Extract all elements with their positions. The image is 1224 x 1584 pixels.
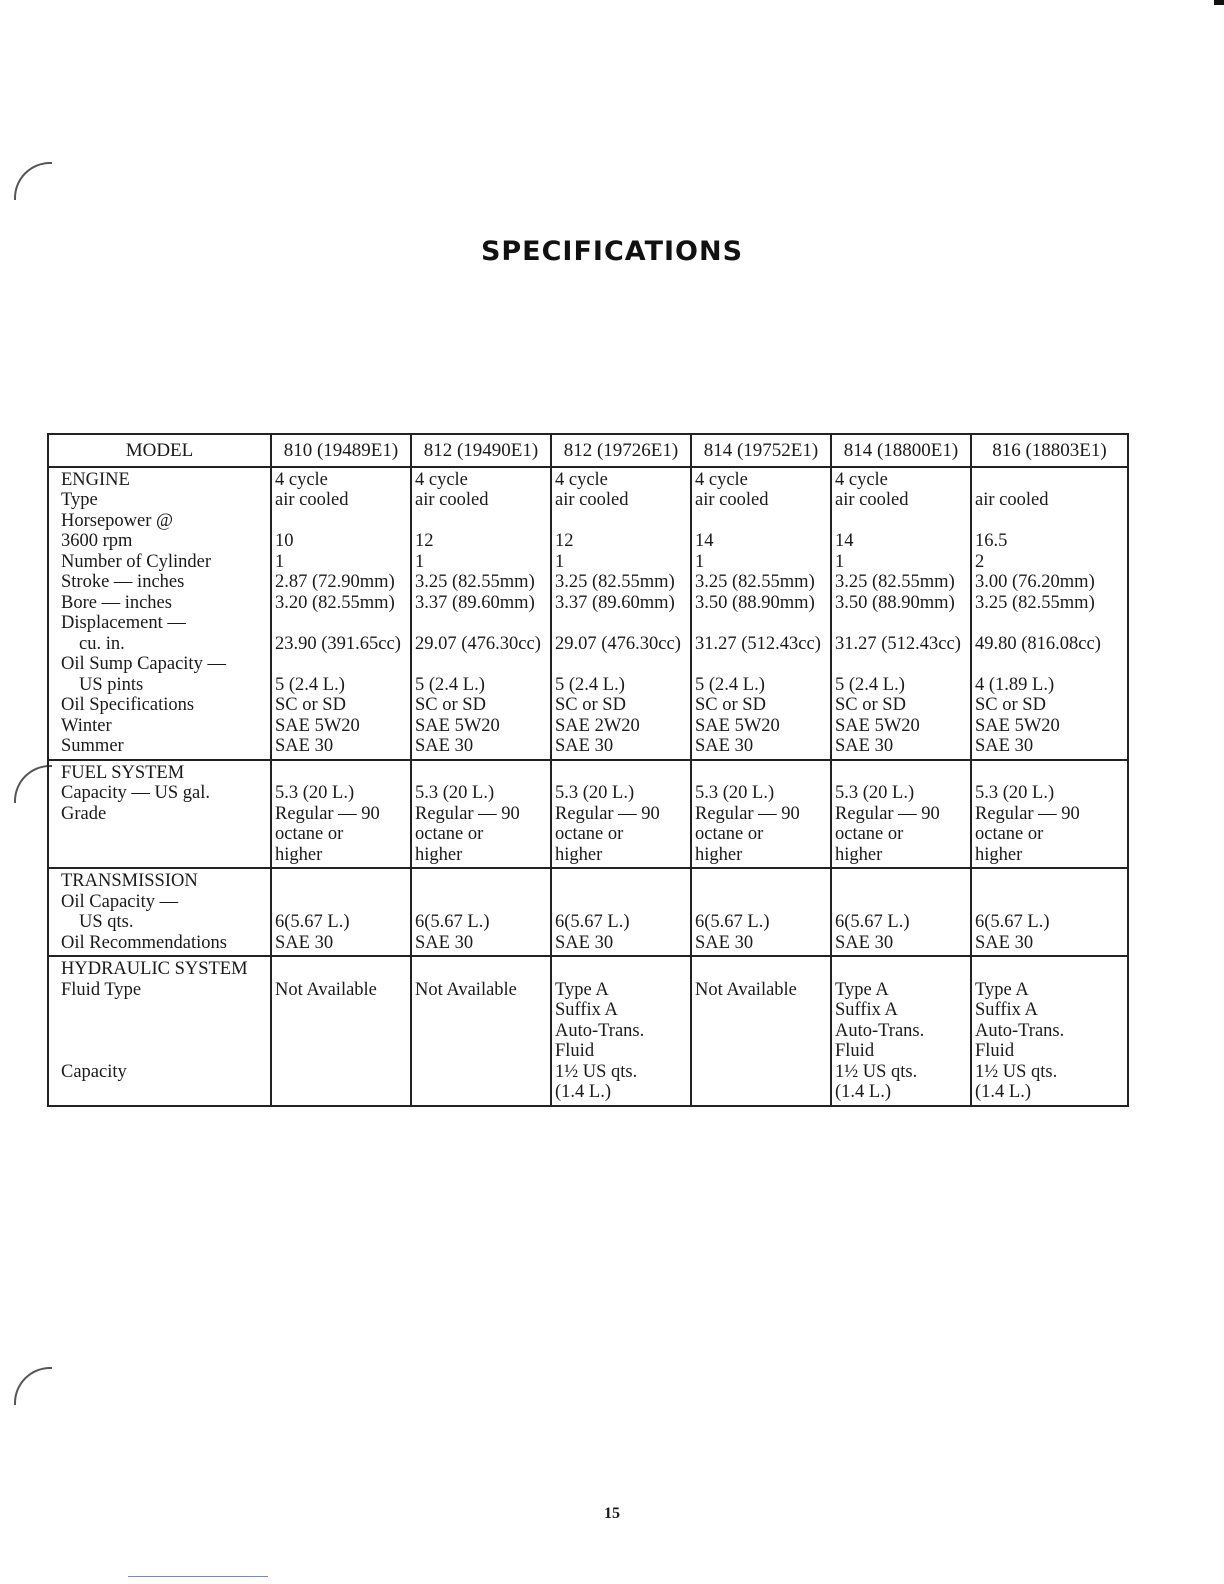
- spec-value: 3.25 (82.55mm): [975, 592, 1095, 613]
- spec-value: [695, 654, 827, 675]
- spec-value: 3.20 (82.55mm): [275, 592, 395, 613]
- model-value-cell: [411, 868, 551, 956]
- spec-value: [695, 1000, 827, 1021]
- spec-value: 5 (2.4 L.): [835, 674, 905, 695]
- model-value-cell: [271, 760, 411, 869]
- spec-value: [835, 613, 967, 634]
- section-heading: ENGINE: [61, 469, 130, 490]
- spec-value: [695, 892, 827, 913]
- model-column-header: 810 (19489E1): [271, 434, 411, 467]
- spec-value: 1½ US qts.: [835, 1061, 918, 1082]
- spec-value: [975, 470, 1124, 491]
- spec-value: Fluid: [975, 1041, 1015, 1061]
- spec-label: [61, 1021, 267, 1042]
- spec-value: [275, 892, 407, 913]
- section-heading: FUEL SYSTEM: [61, 762, 185, 783]
- spec-label: Oil Specifications: [61, 695, 195, 715]
- spec-value: 5.3 (20 L.): [975, 783, 1055, 803]
- spec-value: 6(5.67 L.): [275, 912, 350, 932]
- spec-value: 16.5: [975, 531, 1008, 551]
- spec-value: higher: [275, 844, 323, 865]
- spec-value: (1.4 L.): [555, 1082, 611, 1102]
- spec-value: 4 cycle: [555, 469, 608, 490]
- spec-value: 3.00 (76.20mm): [975, 572, 1095, 592]
- model-value-cell: [831, 760, 971, 869]
- spec-value: [695, 1082, 827, 1103]
- model-column-header: 814 (18800E1): [831, 434, 971, 467]
- spec-value: [415, 1021, 547, 1042]
- spec-value: [555, 871, 687, 892]
- model-value-cell: [271, 868, 411, 956]
- spec-value: [555, 959, 687, 980]
- spec-value: octane or: [695, 824, 764, 844]
- spec-value: SAE 30: [415, 736, 474, 756]
- spec-value: [275, 871, 407, 892]
- spec-value: [975, 959, 1124, 980]
- spec-value: [415, 511, 547, 532]
- spec-value: [275, 1021, 407, 1042]
- spec-value: SAE 2W20: [555, 715, 640, 736]
- page-number: 15: [604, 1505, 620, 1522]
- spec-value: Auto-Trans.: [975, 1020, 1065, 1041]
- spec-label: Oil Recommendations: [61, 932, 227, 953]
- spec-value: octane or: [975, 824, 1044, 844]
- spec-label: Capacity: [61, 1061, 127, 1082]
- model-value-cell: [271, 467, 411, 760]
- fuel-system-section-row: [48, 760, 1128, 869]
- transmission-labels-cell: [48, 868, 271, 956]
- spec-label: Grade: [61, 803, 107, 824]
- spec-value: 6(5.67 L.): [695, 912, 770, 932]
- spec-value: [975, 892, 1124, 913]
- spec-value: 6(5.67 L.): [415, 912, 490, 932]
- section-heading: HYDRAULIC SYSTEM: [61, 959, 248, 979]
- spec-label: [61, 1000, 267, 1021]
- spec-value: octane or: [275, 824, 344, 844]
- spec-value: higher: [415, 844, 463, 865]
- spec-value: 3.37 (89.60mm): [415, 592, 535, 613]
- spec-value: 5 (2.4 L.): [275, 674, 345, 695]
- spec-value: [695, 1041, 827, 1062]
- model-value-cell: [831, 467, 971, 760]
- spec-value: octane or: [835, 824, 904, 844]
- spec-value: Auto-Trans.: [835, 1020, 925, 1041]
- spec-value: [275, 1041, 407, 1062]
- spec-value: [415, 892, 547, 913]
- spec-label: Summer: [61, 736, 124, 756]
- hydraulic-system-section-row: [48, 956, 1128, 1106]
- spec-value: [415, 1041, 547, 1062]
- model-value-cell: [411, 467, 551, 760]
- spec-value: 4 cycle: [695, 469, 748, 490]
- spec-value: 14: [835, 531, 854, 551]
- spec-value: SC or SD: [415, 695, 486, 715]
- spec-value: higher: [555, 844, 603, 865]
- model-value-cell: [411, 956, 551, 1106]
- spec-label: 3600 rpm: [61, 531, 133, 551]
- spec-label: cu. in.: [79, 633, 125, 654]
- spec-value: SAE 30: [695, 736, 754, 756]
- spec-value: SC or SD: [835, 695, 906, 715]
- spec-value: [835, 763, 967, 784]
- spec-value: 31.27 (512.43cc): [695, 633, 821, 654]
- spec-value: 31.27 (512.43cc): [835, 633, 961, 654]
- spec-value: SAE 30: [835, 932, 894, 953]
- spec-value: SC or SD: [975, 695, 1046, 715]
- spec-value: SAE 30: [695, 932, 754, 953]
- spec-label: Type: [61, 490, 98, 510]
- model-column-header: 814 (19752E1): [691, 434, 831, 467]
- spec-value: Regular — 90: [695, 803, 800, 824]
- spec-value: [975, 871, 1124, 892]
- model-value-cell: [971, 868, 1128, 956]
- spec-label: Capacity — US gal.: [61, 783, 211, 803]
- spec-value: Suffix A: [555, 1000, 618, 1020]
- model-column-header: 816 (18803E1): [971, 434, 1128, 467]
- spec-value: 29.07 (476.30cc): [555, 633, 681, 654]
- spec-label: Horsepower @: [61, 510, 174, 531]
- model-value-cell: [691, 956, 831, 1106]
- spec-value: Regular — 90: [835, 803, 940, 824]
- model-value-cell: [971, 467, 1128, 760]
- spec-value: 1: [275, 551, 285, 572]
- spec-value: SAE 5W20: [695, 715, 780, 736]
- model-value-cell: [271, 956, 411, 1106]
- spec-value: Not Available: [275, 979, 377, 1000]
- spec-value: [415, 1082, 547, 1103]
- spec-label: Number of Cylinder: [61, 551, 212, 572]
- spec-value: 1: [555, 551, 565, 572]
- model-value-cell: [691, 467, 831, 760]
- spec-value: Suffix A: [835, 1000, 898, 1020]
- spec-value: Auto-Trans.: [555, 1020, 645, 1041]
- spec-value: 3.50 (88.90mm): [835, 592, 955, 613]
- spec-value: [975, 613, 1124, 634]
- spec-value: [975, 763, 1124, 784]
- spec-value: [695, 871, 827, 892]
- spec-value: [695, 763, 827, 784]
- model-value-cell: [831, 956, 971, 1106]
- model-value-cell: [551, 956, 691, 1106]
- spec-value: air cooled: [415, 490, 489, 510]
- spec-value: 3.25 (82.55mm): [555, 572, 675, 592]
- spec-value: SAE 30: [275, 932, 334, 953]
- scan-bottom-line: [128, 1576, 268, 1577]
- scan-edge-mark: [1214, 0, 1224, 5]
- spec-value: 5.3 (20 L.): [555, 783, 635, 803]
- spec-label: [61, 1082, 267, 1103]
- spec-value: [555, 613, 687, 634]
- spec-value: (1.4 L.): [975, 1082, 1031, 1102]
- spec-value: air cooled: [555, 490, 629, 510]
- spec-label: US qts.: [79, 912, 134, 932]
- punch-hole-mark: [14, 162, 52, 200]
- spec-value: 1: [835, 551, 845, 572]
- hydraulic-system-labels-cell: [48, 956, 271, 1106]
- model-column-header: 812 (19490E1): [411, 434, 551, 467]
- spec-label: [61, 845, 267, 866]
- spec-value: Suffix A: [975, 1000, 1038, 1020]
- spec-value: 1½ US qts.: [975, 1061, 1058, 1082]
- spec-value: SAE 30: [555, 736, 614, 756]
- spec-value: [835, 959, 967, 980]
- spec-value: 6(5.67 L.): [975, 912, 1050, 932]
- spec-value: Regular — 90: [555, 803, 660, 824]
- spec-label: Bore — inches: [61, 592, 172, 613]
- engine-section-row: [48, 467, 1128, 760]
- spec-value: SC or SD: [695, 695, 766, 715]
- spec-value: higher: [695, 844, 743, 865]
- spec-value: [975, 511, 1124, 532]
- spec-value: 10: [275, 531, 294, 551]
- spec-value: [415, 1000, 547, 1021]
- spec-label: Fluid Type: [61, 979, 142, 1000]
- spec-value: Regular — 90: [415, 803, 520, 824]
- spec-value: 14: [695, 531, 714, 551]
- spec-value: 12: [415, 531, 434, 551]
- spec-label: Winter: [61, 715, 112, 736]
- spec-value: higher: [835, 844, 883, 865]
- spec-value: (1.4 L.): [835, 1082, 891, 1102]
- model-column-header: 812 (19726E1): [551, 434, 691, 467]
- model-value-cell: [831, 868, 971, 956]
- spec-value: [275, 1000, 407, 1021]
- spec-value: SAE 30: [555, 932, 614, 953]
- model-value-cell: [551, 467, 691, 760]
- spec-value: Type A: [555, 979, 609, 1000]
- model-value-cell: [691, 868, 831, 956]
- spec-value: SAE 5W20: [975, 715, 1060, 736]
- spec-label: [61, 1041, 267, 1062]
- spec-value: 3.50 (88.90mm): [695, 592, 815, 613]
- spec-value: [275, 763, 407, 784]
- spec-value: Fluid: [835, 1041, 875, 1061]
- spec-value: [275, 1062, 407, 1083]
- spec-value: [555, 654, 687, 675]
- spec-value: [415, 654, 547, 675]
- spec-value: 5 (2.4 L.): [555, 674, 625, 695]
- spec-value: 1: [695, 551, 705, 572]
- spec-value: [275, 959, 407, 980]
- spec-value: 2.87 (72.90mm): [275, 572, 395, 592]
- spec-value: 6(5.67 L.): [555, 912, 630, 932]
- specifications-table: [47, 433, 1129, 1107]
- spec-value: air cooled: [695, 490, 769, 510]
- spec-value: [415, 959, 547, 980]
- spec-value: [275, 654, 407, 675]
- spec-value: 29.07 (476.30cc): [415, 633, 541, 654]
- spec-value: octane or: [415, 824, 484, 844]
- spec-value: SAE 5W20: [275, 715, 360, 736]
- spec-value: [835, 892, 967, 913]
- spec-value: 2: [975, 551, 985, 572]
- model-value-cell: [411, 760, 551, 869]
- model-value-cell: [971, 956, 1128, 1106]
- spec-label: Oil Capacity —: [61, 891, 179, 912]
- header-row: [48, 434, 1128, 467]
- spec-value: 5.3 (20 L.): [835, 783, 915, 803]
- spec-value: [415, 613, 547, 634]
- spec-value: 3.25 (82.55mm): [835, 572, 955, 592]
- spec-value: higher: [975, 844, 1023, 865]
- transmission-section-row: [48, 868, 1128, 956]
- spec-value: Regular — 90: [275, 803, 380, 824]
- spec-value: SAE 30: [275, 736, 334, 756]
- spec-value: [275, 613, 407, 634]
- spec-value: [555, 511, 687, 532]
- spec-value: SC or SD: [555, 695, 626, 715]
- engine-labels-cell: [48, 467, 271, 760]
- spec-value: 1½ US qts.: [555, 1061, 638, 1082]
- spec-value: [275, 511, 407, 532]
- spec-value: 4 cycle: [415, 469, 468, 490]
- spec-value: air cooled: [835, 490, 909, 510]
- model-value-cell: [691, 760, 831, 869]
- spec-value: 5 (2.4 L.): [415, 674, 485, 695]
- spec-value: [415, 1062, 547, 1083]
- spec-value: 3.37 (89.60mm): [555, 592, 675, 613]
- spec-value: [415, 763, 547, 784]
- spec-label: [61, 824, 267, 845]
- spec-value: 3.25 (82.55mm): [695, 572, 815, 592]
- spec-value: Not Available: [695, 979, 797, 1000]
- spec-value: [835, 654, 967, 675]
- spec-value: 49.80 (816.08cc): [975, 633, 1101, 654]
- spec-value: air cooled: [975, 490, 1049, 510]
- spec-value: [835, 871, 967, 892]
- fuel-system-labels-cell: [48, 760, 271, 869]
- spec-value: SAE 30: [975, 932, 1034, 953]
- spec-value: 1: [415, 551, 425, 572]
- spec-value: [835, 511, 967, 532]
- punch-hole-mark: [14, 1367, 52, 1405]
- spec-label: Stroke — inches: [61, 572, 185, 592]
- spec-value: SC or SD: [275, 695, 346, 715]
- spec-value: [695, 1062, 827, 1083]
- spec-value: SAE 5W20: [415, 715, 500, 736]
- spec-value: 23.90 (391.65cc): [275, 633, 401, 654]
- spec-value: 5.3 (20 L.): [415, 783, 495, 803]
- model-value-cell: [971, 760, 1128, 869]
- spec-value: SAE 30: [415, 932, 474, 953]
- spec-value: octane or: [555, 824, 624, 844]
- spec-value: [695, 511, 827, 532]
- specifications-body: [48, 467, 1128, 1106]
- spec-value: [555, 892, 687, 913]
- model-header: MODEL: [48, 434, 271, 467]
- spec-value: [695, 959, 827, 980]
- spec-value: [275, 1082, 407, 1103]
- spec-value: [555, 763, 687, 784]
- model-value-cell: [551, 760, 691, 869]
- spec-value: Not Available: [415, 979, 517, 1000]
- spec-value: SAE 30: [835, 736, 894, 756]
- spec-value: 5.3 (20 L.): [275, 783, 355, 803]
- spec-value: [415, 871, 547, 892]
- spec-value: 4 cycle: [835, 469, 888, 490]
- spec-value: 4 (1.89 L.): [975, 674, 1055, 695]
- spec-value: 5 (2.4 L.): [695, 674, 765, 695]
- spec-value: 12: [555, 531, 574, 551]
- spec-value: Type A: [835, 979, 889, 1000]
- spec-value: [695, 1021, 827, 1042]
- spec-value: 3.25 (82.55mm): [415, 572, 535, 592]
- spec-value: 5.3 (20 L.): [695, 783, 775, 803]
- spec-value: Regular — 90: [975, 803, 1080, 824]
- spec-value: 4 cycle: [275, 469, 328, 490]
- spec-label: Displacement —: [61, 613, 186, 633]
- spec-label: Oil Sump Capacity —: [61, 654, 226, 674]
- spec-value: Type A: [975, 979, 1029, 1000]
- spec-value: [975, 654, 1124, 675]
- model-value-cell: [551, 868, 691, 956]
- spec-label: US pints: [79, 674, 144, 695]
- spec-value: SAE 5W20: [835, 715, 920, 736]
- page-title: SPECIFICATIONS: [480, 236, 744, 268]
- spec-value: air cooled: [275, 490, 349, 510]
- section-heading: TRANSMISSION: [61, 871, 198, 891]
- spec-value: 6(5.67 L.): [835, 912, 910, 932]
- spec-value: Fluid: [555, 1041, 595, 1061]
- spec-value: SAE 30: [975, 736, 1034, 756]
- spec-value: [695, 613, 827, 634]
